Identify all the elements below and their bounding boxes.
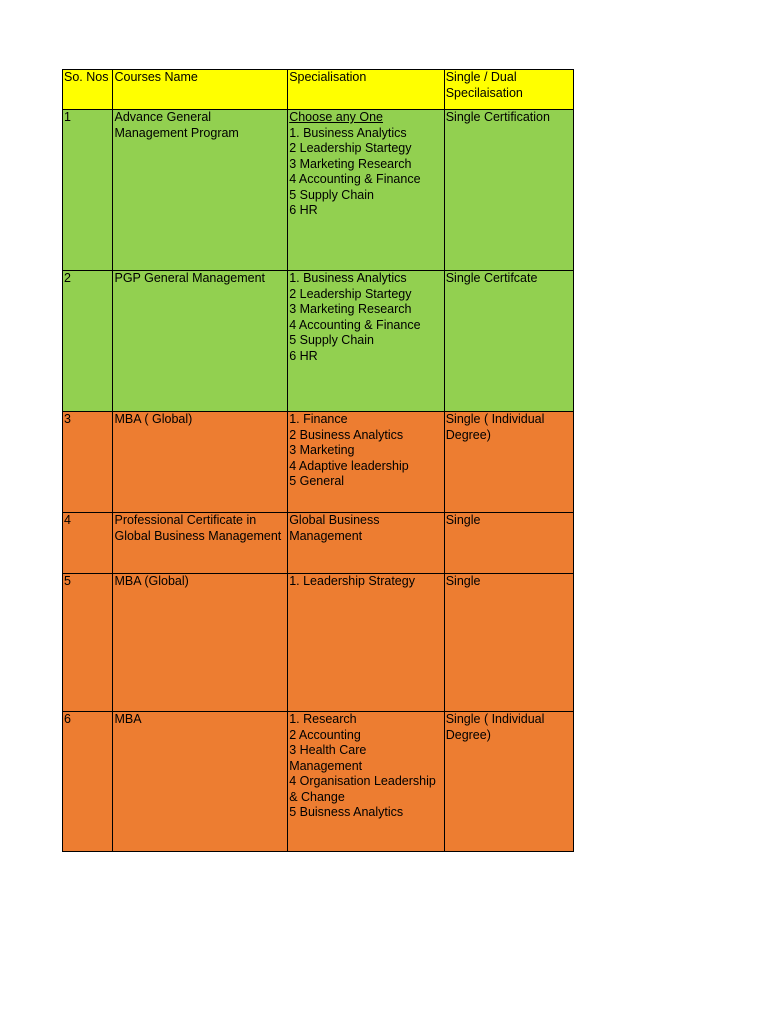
specialisation-type: Single ( Individual Degree) [444,412,573,513]
specialisation-item: 2 Leadership Startegy [289,141,412,155]
header-courses-name: Courses Name [113,70,288,110]
specialisation-item: 6 HR [289,203,318,217]
table-row [63,412,574,513]
specialisation-item: 4 Organisation Leadership & Change [289,774,436,804]
specialisation-cell [288,271,445,412]
header-single-dual: Single / Dual Specilaisation [444,70,573,110]
specialisation-type: Single Certification [444,110,573,271]
courses-table [62,69,574,852]
specialisation-type: Single [444,574,573,712]
specialisation-type: Single ( Individual Degree) [444,712,573,852]
row-number: 6 [63,712,113,852]
specialisation-cell [288,574,445,712]
row-number: 3 [63,412,113,513]
course-name: MBA ( Global) [113,412,288,513]
specialisation-item: 1. Business Analytics [289,271,407,285]
specialisation-item: 3 Marketing Research [289,156,412,171]
specialisation-item: 2 Business Analytics [289,427,404,442]
header-so-nos: So. Nos [63,70,113,110]
header-row [63,70,574,110]
specialisation-type: Single [444,513,573,574]
row-number: 2 [63,271,113,412]
row-number: 5 [63,574,113,712]
specialisation-item: 4 Accounting & Finance [289,317,421,332]
specialisation-type: Single Certifcate [444,271,573,412]
specialisation-cell [288,513,445,574]
specialisation-item: 1. Leadership Strategy [289,574,415,588]
specialisation-item: 1. Finance [289,412,348,426]
specialisation-item: 4 Adaptive leadership [289,458,409,473]
table-row [63,712,574,852]
course-name: MBA [113,712,288,852]
specialisation-item: 5 Supply Chain [289,187,374,202]
specialisation-item: 4 Accounting & Finance [289,172,421,186]
specialisation-item: 5 Buisness Analytics [289,805,404,819]
specialisation-item: 3 Marketing [289,443,355,457]
specialisation-cell [288,110,445,271]
table-row [63,271,574,412]
course-name: PGP General Management [113,271,288,412]
specialisation-item: 5 Supply Chain [289,333,374,347]
specialisation-item: 2 Accounting [289,727,361,742]
course-name: Professional Certificate in Global Business Management [113,513,288,574]
table-row [63,574,574,712]
specialisation-item: 5 General [289,474,345,488]
table-row [63,110,574,271]
specialisation-note: Choose any One [289,110,383,124]
row-number: 4 [63,513,113,574]
specialisation-item: 3 Marketing Research [289,302,412,316]
row-number: 1 [63,110,113,271]
specialisation-item: 1. Business Analytics [289,125,407,140]
specialisation-item: 2 Leadership Startegy [289,286,412,301]
specialisation-cell [288,712,445,852]
specialisation-item: Global Business Management [289,513,380,543]
course-name: MBA (Global) [113,574,288,712]
table-row [63,513,574,574]
specialisation-cell [288,412,445,513]
specialisation-item: 6 HR [289,348,318,363]
specialisation-item: 1. Research [289,712,357,726]
header-specialisation: Specialisation [288,70,445,110]
specialisation-item: 3 Health Care Management [289,743,367,773]
course-name: Advance General Management Program [113,110,288,271]
